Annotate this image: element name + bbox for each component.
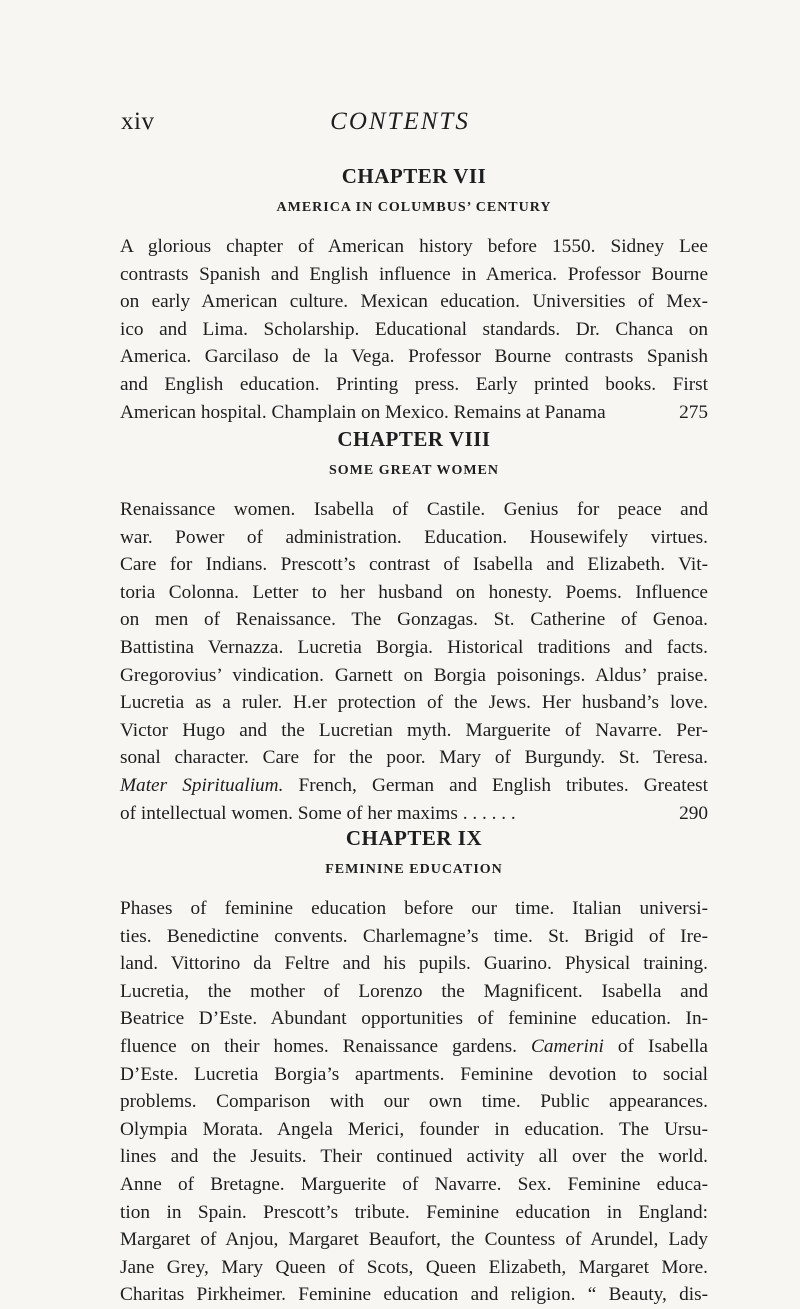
chapter-summary	[120, 233, 708, 426]
summary-line-text: American hospital. Champlain on Mexico. Remains at Panama	[120, 401, 606, 423]
running-title: CONTENTS	[330, 108, 470, 135]
summary-line: Renaissance women. Isabella of Castile. Genius for peace and	[120, 499, 708, 520]
summary-line: America. Garcilaso de la Vega. Professor Bourne contrasts Spanish	[120, 346, 708, 368]
italic-title: Camerini	[531, 1035, 604, 1057]
summary-line: lines and the Jesuits. Their continued activity all over the world.	[120, 1146, 708, 1168]
chapter-subtitle: SOME GREAT WOMEN	[328, 463, 500, 478]
summary-line: Anne of Bretagne. Marguerite of Navarre. Sex. Feminine educa-	[120, 1173, 708, 1195]
summary-line: problems. Comparison with our own time. Public appearances.	[120, 1091, 708, 1113]
summary-line: Gregorovius’ vindication. Garnett on Borgia poisonings. Aldus’ praise.	[120, 664, 708, 686]
summary-line: Charitas Pirkheimer. Feminine education and religion. “ Beauty, dis-	[120, 1284, 708, 1306]
summary-line: Lucretia as a ruler. H.er protection of the Jews. Her husband’s love.	[120, 692, 708, 714]
summary-line: toria Colonna. Letter to her husband on honesty. Poems. Influence	[120, 581, 708, 603]
italic-title: Mater Spiritualium.	[120, 774, 284, 796]
summary-line: Lucretia, the mother of Lorenzo the Magnificent. Isabella and	[120, 980, 708, 1002]
summary-line: land. Vittorino da Feltre and his pupils. Guarino. Physical training.	[120, 953, 708, 975]
summary-line: D’Este. Lucretia Borgia’s apartments. Feminine devotion to social	[120, 1063, 708, 1085]
chapter-summary	[120, 496, 708, 827]
summary-line: Jane Grey, Mary Queen of Scots, Queen Elizabeth, Margaret More.	[120, 1256, 708, 1278]
summary-line: Phases of feminine education before our time. Italian universi-	[120, 898, 708, 919]
chapter-viii	[120, 426, 708, 827]
summary-line-italic: Mater Spiritualium. French, German and English tributes. Greatest	[120, 774, 708, 796]
summary-line: Care for Indians. Prescott’s contrast of Isabella and Elizabeth. Vit-	[120, 554, 708, 576]
page-reference: 275	[679, 401, 708, 423]
chapter-ix	[120, 825, 708, 1309]
summary-line: Olympia Morata. Angela Merici, founder in education. The Ursu-	[120, 1118, 708, 1140]
chapter-summary	[120, 895, 708, 1309]
summary-line: Battistina Vernazza. Lucretia Borgia. Historical traditions and facts.	[120, 636, 708, 658]
summary-line-last	[120, 399, 708, 427]
running-head	[0, 108, 800, 142]
summary-line: ico and Lima. Scholarship. Educational standards. Dr. Chanca on	[120, 318, 708, 340]
summary-line: contrasts Spanish and English influence in America. Professor Bourne	[120, 263, 708, 285]
chapter-vii	[120, 163, 708, 426]
summary-line: ties. Benedictine convents. Charlemagne’s time. St. Brigid of Ire-	[120, 925, 708, 947]
chapter-number: CHAPTER VII	[341, 164, 487, 188]
page-reference: 290	[679, 802, 708, 824]
chapter-number: CHAPTER VIII	[337, 427, 491, 451]
summary-line: Margaret of Anjou, Margaret Beaufort, the Countess of Arundel, Lady	[120, 1229, 708, 1251]
summary-line-text: of intellectual women. Some of her maxims . . . . . .	[120, 802, 516, 824]
summary-line: and English education. Printing press. Early printed books. First	[120, 373, 708, 395]
summary-line: sonal character. Care for the poor. Mary of Burgundy. St. Teresa.	[120, 747, 708, 769]
summary-line: on men of Renaissance. The Gonzagas. St. Catherine of Genoa.	[120, 609, 708, 631]
summary-line: tion in Spain. Prescott’s tribute. Feminine education in England:	[120, 1201, 708, 1223]
summary-line: Beatrice D’Este. Abundant opportunities of feminine education. In-	[120, 1008, 708, 1030]
page-number: xiv	[121, 108, 155, 135]
summary-line-last	[120, 800, 708, 828]
summary-line: A glorious chapter of American history before 1550. Sidney Lee	[120, 236, 708, 257]
chapter-subtitle: AMERICA IN COLUMBUS’ CENTURY	[276, 200, 552, 215]
summary-line: Victor Hugo and the Lucretian myth. Marguerite of Navarre. Per-	[120, 719, 708, 741]
chapter-subtitle: FEMININE EDUCATION	[325, 862, 503, 877]
chapter-number: CHAPTER IX	[345, 826, 483, 850]
summary-line-italic: fluence on their homes. Renaissance gardens. Camerini of Isabella	[120, 1035, 708, 1057]
summary-line: on early American culture. Mexican education. Universities of Mex-	[120, 291, 708, 313]
summary-line: war. Power of administration. Education. Housewifely virtues.	[120, 526, 708, 548]
